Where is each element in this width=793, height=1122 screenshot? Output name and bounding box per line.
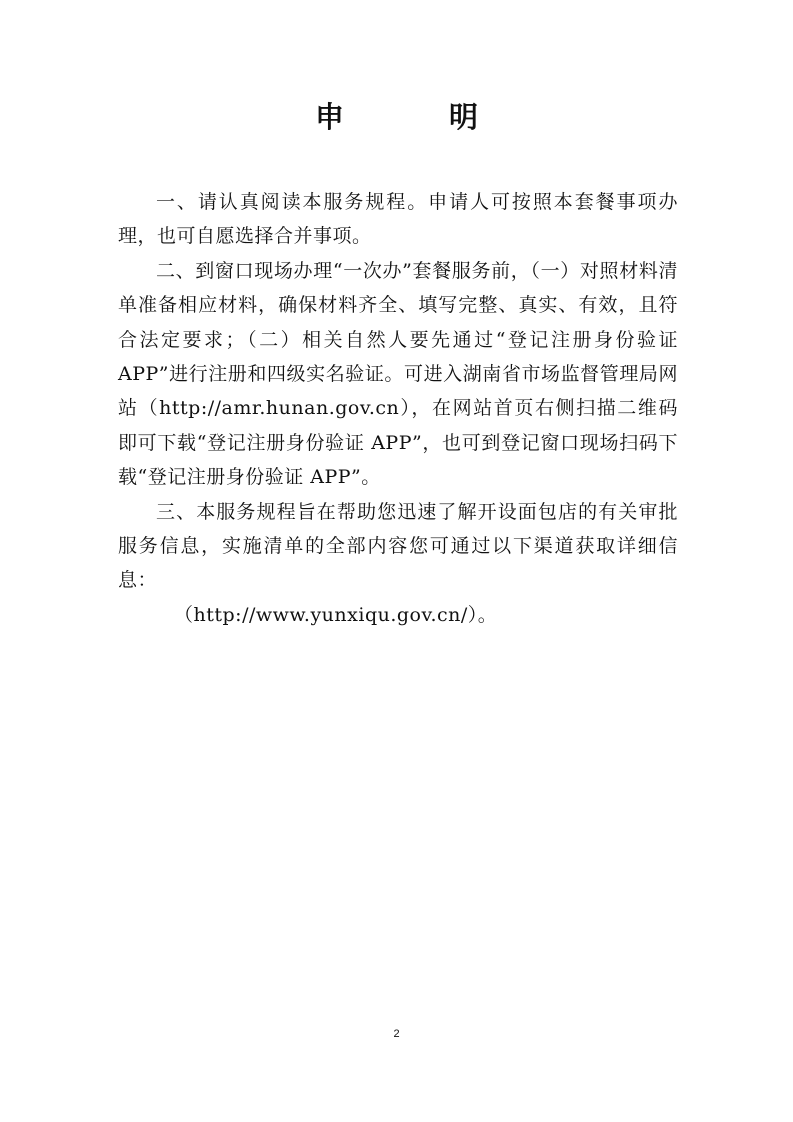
website-url-line: （http://www.yunxiqu.gov.cn/）。 (174, 603, 498, 626)
document-title: 申 明 (314, 100, 516, 134)
paragraph-1: 一、请认真阅读本服务规程。申请人可按照本套餐事项办理，也可自愿选择合并事项。 (118, 191, 678, 248)
paragraph-2: 二、到窗口现场办理“一次办”套餐服务前，（一）对照材料清单准备相应材料，确保材料齐全、填写完整、真实、有效，且符合法定要求；（二）相关自然人要先通过“登记注册身份验证 APP”进行注册和四级实名验证。可进入湖南省市场监督管理局网站（http://amr.hunan.gov.cn），在网站首页右侧扫描二维码即可下载“登记注册身份验证 APP”，也可到登记窗口现场扫码下载“登记注册身份验证 APP”。 (118, 259, 678, 489)
paragraph-3: 三、本服务规程旨在帮助您迅速了解开设面包店的有关审批服务信息，实施清单的全部内容您可通过以下渠道获取详细信息： (118, 500, 678, 592)
document-body (118, 185, 678, 632)
page-number: 2 (393, 1028, 400, 1040)
